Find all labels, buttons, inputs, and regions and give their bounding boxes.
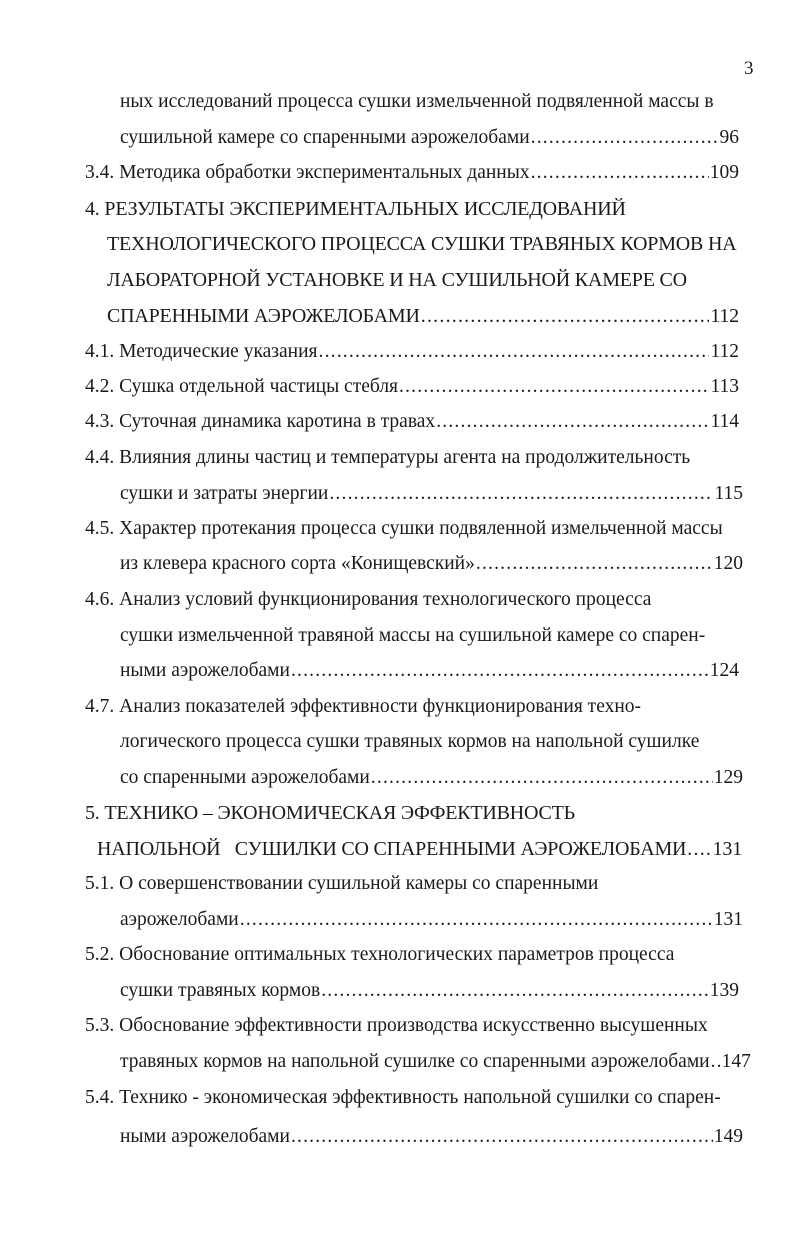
toc-entry: [85, 340, 739, 364]
leader-dots: [291, 1125, 713, 1149]
toc-entry-page: 139: [709, 980, 739, 1001]
toc-entry-page: 131: [713, 909, 743, 930]
toc-line: 5.4. Технико - экономическая эффективность напольной сушилки со спарен-: [85, 1087, 721, 1108]
toc-entry: [120, 766, 743, 790]
leader-dots: [687, 837, 711, 861]
toc-entry: [120, 979, 739, 1003]
toc-entry-title: ными аэрожелобами: [120, 1126, 290, 1147]
toc-entry: [85, 410, 739, 434]
toc-line: 5.3. Обоснование эффективности производства искусственно высушенных: [85, 1015, 708, 1036]
toc-entry-title: травяных кормов на напольной сушилке со спаренными аэрожелобами: [120, 1051, 710, 1072]
toc-chapter-heading: ЛАБОРАТОРНОЙ УСТАНОВКЕ И НА СУШИЛЬНОЙ КАМЕРЕ СО: [107, 269, 687, 291]
leader-dots: [319, 340, 710, 364]
toc-entry: [120, 1125, 743, 1149]
toc-entry-page: 113: [710, 376, 739, 397]
toc-entry-page: 96: [719, 127, 739, 148]
toc-entry-page: 131: [712, 838, 742, 860]
toc-line: 5.2. Обоснование оптимальных технологических параметров процесса: [85, 944, 675, 965]
toc-entry: [120, 659, 739, 683]
toc-entry-page: 129: [713, 767, 743, 788]
toc-entry-title: из клевера красного сорта «Конищевский»: [120, 553, 475, 574]
toc-entry-title: 4.1. Методические указания: [85, 341, 318, 362]
toc-entry-page: 120: [713, 553, 743, 574]
toc-entry-page: 124: [709, 660, 739, 681]
leader-dots: [371, 766, 713, 790]
leader-dots: [329, 482, 713, 506]
leader-dots: [321, 979, 709, 1003]
leader-dots: [291, 659, 709, 683]
toc-line: 4.6. Анализ условий функционирования технологического процесса: [85, 589, 652, 610]
toc-entry-title: аэрожелобами: [120, 909, 239, 930]
leader-dots: [531, 161, 709, 185]
toc-entry-title: сушки и затраты энергии: [120, 483, 329, 504]
toc-chapter-heading: ТЕХНОЛОГИЧЕСКОГО ПРОЦЕССА СУШКИ ТРАВЯНЫХ КОРМОВ НА: [107, 233, 737, 255]
toc-entry: [120, 126, 739, 150]
toc-line: 5.1. О совершенствовании сушильной камеры со спаренными: [85, 873, 599, 894]
toc-entry: [120, 908, 743, 932]
leader-dots: [476, 552, 713, 576]
toc-line: сушки измельченной травяной массы на сушильной камере со спарен-: [120, 625, 706, 646]
toc-entry-title: 4.3. Суточная динамика каротина в травах: [85, 411, 436, 432]
toc-chapter-heading: 5. ТЕХНИКО – ЭКОНОМИЧЕСКАЯ ЭФФЕКТИВНОСТЬ: [85, 802, 575, 824]
toc-entry-title: 4.2. Сушка отдельной частицы стебля: [85, 376, 399, 397]
toc-entry-title: сушильной камере со спаренными аэрожелобами: [120, 127, 530, 148]
toc-line: ных исследований процесса сушки измельченной подвяленной массы в: [120, 91, 714, 112]
page-number: 3: [744, 58, 754, 79]
toc-entry: [85, 375, 739, 399]
toc-entry-title: 3.4. Методика обработки экспериментальных данных: [85, 162, 530, 183]
toc-entry-title: ными аэрожелобами: [120, 660, 290, 681]
toc-entry: [120, 1050, 751, 1074]
toc-entry-page: 112: [710, 305, 739, 327]
leader-dots: [399, 375, 709, 399]
leader-dots: [240, 908, 713, 932]
toc-entry-page: 115: [714, 483, 743, 504]
toc-entry: [120, 482, 743, 506]
toc-entry-title: НАПОЛЬНОЙ СУШИЛКИ СО СПАРЕННЫМИ АЭРОЖЕЛОБАМИ: [97, 838, 687, 860]
toc-entry-title: СПАРЕННЫМИ АЭРОЖЕЛОБАМИ: [107, 305, 420, 327]
leader-dots: [531, 126, 719, 150]
toc-entry-title: сушки травяных кормов: [120, 980, 321, 1001]
toc-entry: [85, 161, 739, 185]
toc-entry: [107, 304, 739, 328]
toc-entry-page: 109: [709, 162, 739, 183]
toc-line: 4.5. Характер протекания процесса сушки подвяленной измельченной массы: [85, 518, 723, 539]
toc-line: 4.7. Анализ показателей эффективности функционирования техно-: [85, 696, 642, 717]
toc-entry: [120, 552, 743, 576]
toc-entry-page: 112: [710, 341, 739, 362]
toc-chapter-heading: 4. РЕЗУЛЬТАТЫ ЭКСПЕРИМЕНТАЛЬНЫХ ИССЛЕДОВАНИЙ: [85, 198, 626, 220]
toc-entry: [97, 837, 742, 861]
toc-entry-page: 149: [713, 1126, 743, 1147]
toc-line: логического процесса сушки травяных кормов на напольной сушилке: [120, 731, 700, 752]
leader-dots: [436, 410, 709, 434]
leader-dots: [421, 304, 710, 328]
toc-entry-page: 114: [710, 411, 739, 432]
leader-dots: [711, 1050, 721, 1074]
toc-entry-title: со спаренными аэрожелобами: [120, 767, 370, 788]
toc-entry-page: 147: [721, 1051, 751, 1072]
toc-line: 4.4. Влияния длины частиц и температуры агента на продолжительность: [85, 447, 691, 468]
